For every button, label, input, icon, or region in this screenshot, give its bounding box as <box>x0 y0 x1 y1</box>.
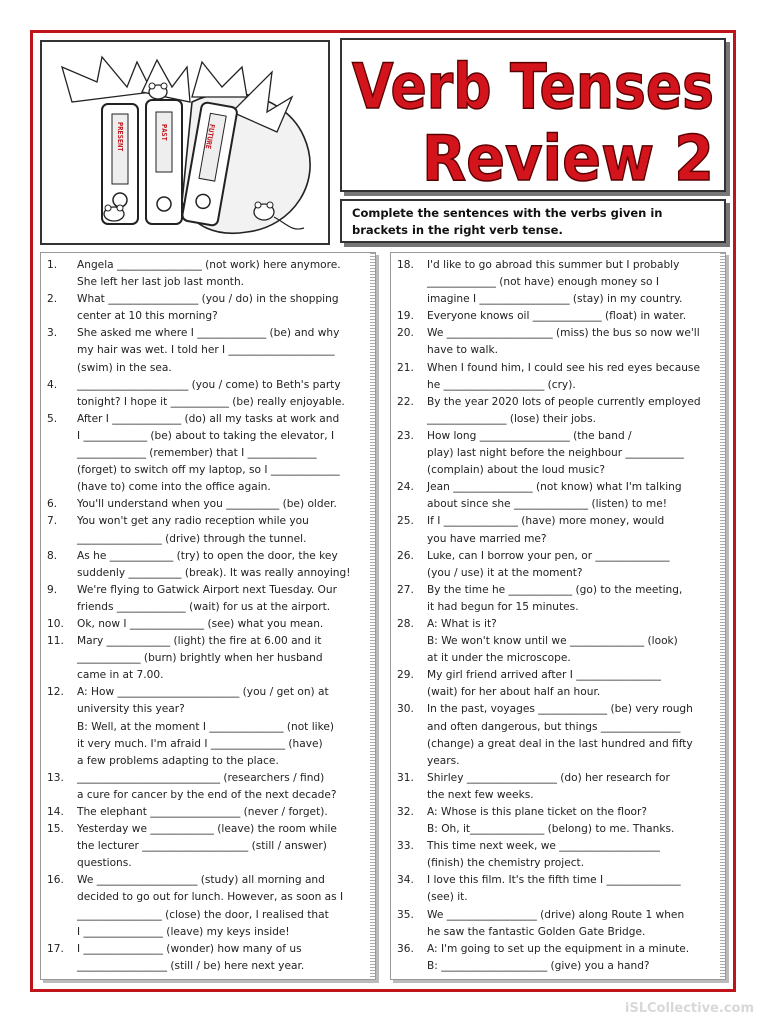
item-line: A: Whose is this plane ticket on the floor? <box>427 806 648 818</box>
item-line: _________________ (still / be) here next year. <box>77 959 305 972</box>
item-text <box>427 770 717 804</box>
item-line: We ____________________ (miss) the bus so now we'll <box>427 327 700 340</box>
item-line: If I ______________ (have) more money, would <box>427 515 665 528</box>
exercise-item <box>395 513 717 547</box>
item-line: My girl friend arrived after I ________________ <box>427 669 661 682</box>
item-number: 11. <box>47 635 64 648</box>
item-line: ____________ (burn) brightly when her husband <box>77 652 323 665</box>
item-number: 20. <box>397 327 414 340</box>
item-line: B: Oh, it______________ (belong) to me. Thanks. <box>427 823 675 836</box>
exercise-column-left <box>40 252 376 980</box>
item-line: _______________ (lose) their jobs. <box>427 412 597 425</box>
item-text <box>427 941 717 975</box>
item-text <box>427 308 717 325</box>
exercise-item <box>45 616 367 633</box>
instructions: Complete the sentences with the verbs given in brackets in the right verb tense. <box>340 199 726 243</box>
exercise-item <box>45 377 367 411</box>
item-text <box>427 428 717 479</box>
exercise-item <box>395 770 717 804</box>
item-line: Everyone knows oil _____________ (float) in water. <box>427 310 687 323</box>
item-text <box>427 872 717 906</box>
exercise-column-right <box>390 252 726 980</box>
item-number: 28. <box>397 617 414 630</box>
item-number: 19. <box>397 310 414 323</box>
exercise-item <box>395 872 717 906</box>
item-line: and often dangerous, but things _______________ <box>427 720 681 733</box>
item-line: A: I'm going to set up the equipment in a minute. <box>427 942 690 955</box>
title-line1: Verb Tenses <box>352 50 714 123</box>
item-text <box>77 291 367 325</box>
item-text <box>77 496 367 513</box>
item-number: 16. <box>47 874 64 887</box>
item-line: (change) a great deal in the last hundred and fifty <box>427 737 693 750</box>
item-line: You'll understand when you __________ (be) older. <box>77 498 337 511</box>
item-line: came in at 7.00. <box>77 669 164 682</box>
exercise-item <box>45 633 367 684</box>
item-line: ___________________________ (researchers / find) <box>77 771 325 784</box>
item-text <box>427 325 717 359</box>
item-number: 7. <box>47 515 58 528</box>
item-line: B: ____________________ (give) you a hand? <box>427 959 650 972</box>
item-line: my hair was wet. I told her I ____________________ <box>77 344 335 357</box>
item-line: at it under the microscope. <box>427 652 571 665</box>
item-line: center at 10 this morning? <box>77 310 218 323</box>
item-line: (complain) about the loud music? <box>427 464 605 477</box>
exercise-item <box>395 325 717 359</box>
item-number: 18. <box>397 259 414 271</box>
item-line: it very much. I'm afraid I ______________ (have) <box>77 737 323 750</box>
item-text <box>427 548 717 582</box>
item-number: 24. <box>397 481 414 494</box>
exercise-item <box>45 770 367 804</box>
item-line: I _______________ (leave) my keys inside! <box>77 925 290 938</box>
item-line: the next few weeks. <box>427 788 534 801</box>
item-number: 21. <box>397 361 414 374</box>
item-text <box>427 616 717 667</box>
item-line: Luke, can I borrow your pen, or ______________ <box>427 549 670 562</box>
item-text <box>77 513 367 547</box>
item-number: 23. <box>397 429 414 442</box>
item-text <box>427 804 717 838</box>
item-line: years. <box>427 754 460 767</box>
item-text <box>77 684 367 769</box>
item-text <box>427 838 717 872</box>
item-line: (swim) in the sea. <box>77 361 172 374</box>
exercise-item <box>45 257 367 291</box>
item-line: A: What is it? <box>427 617 497 630</box>
item-line: friends _____________ (wait) for us at the airport. <box>77 600 331 613</box>
item-line: When I found him, I could see his red eyes because <box>427 361 700 374</box>
item-line: You won't get any radio reception while you <box>77 515 309 528</box>
item-line: (have to) come into the office again. <box>77 481 271 494</box>
item-line: he ___________________ (cry). <box>427 378 576 391</box>
item-text <box>77 872 367 940</box>
exercise-item <box>45 411 367 496</box>
item-text <box>77 821 367 872</box>
item-text <box>77 257 367 291</box>
item-line: (you / use) it at the moment? <box>427 566 583 579</box>
item-line: B: We won't know until we ______________ (look) <box>427 635 678 648</box>
item-line: She asked me where I _____________ (be) and why <box>77 327 340 340</box>
item-text <box>77 616 367 633</box>
exercise-item <box>45 872 367 940</box>
item-line: you have married me? <box>427 532 547 545</box>
item-text <box>77 941 367 975</box>
item-line: have to walk. <box>427 344 498 357</box>
item-text <box>427 513 717 547</box>
item-number: 3. <box>47 327 58 340</box>
item-line: a cure for cancer by the end of the next decade? <box>77 788 337 801</box>
title-box <box>340 38 726 195</box>
exercise-item <box>45 804 367 821</box>
exercise-item <box>45 291 367 325</box>
item-line: decided to go out for lunch. However, as soon as I <box>77 891 344 904</box>
item-line: ________________ (close) the door, I realised that <box>77 908 329 921</box>
exercise-list-right <box>395 257 717 975</box>
item-line: play) last night before the neighbour ___________ <box>427 447 684 460</box>
item-line: We _________________ (drive) along Route 1 when <box>427 908 685 921</box>
exercise-item <box>395 804 717 838</box>
item-number: 1. <box>47 259 58 271</box>
item-line: suddenly __________ (break). It was really annoying! <box>77 566 351 579</box>
exercise-item <box>395 394 717 428</box>
item-number: 34. <box>397 874 414 887</box>
present-label: PRESENT <box>116 122 124 152</box>
item-line: By the time he ____________ (go) to the meeting, <box>427 583 683 596</box>
item-line: (see) it. <box>427 891 468 904</box>
item-number: 26. <box>397 549 414 562</box>
exercise-item <box>395 701 717 769</box>
item-number: 30. <box>397 703 414 716</box>
exercise-item <box>395 582 717 616</box>
past-label: PAST <box>160 124 168 141</box>
item-line: I love this film. It's the fifth time I ______________ <box>427 874 681 887</box>
item-number: 33. <box>397 840 414 853</box>
item-number: 22. <box>397 395 414 408</box>
item-line: We're flying to Gatwick Airport next Tuesday. Our <box>77 583 337 596</box>
item-line: (finish) the chemistry project. <box>427 857 585 870</box>
exercise-item <box>45 496 367 513</box>
item-line: a few problems adapting to the place. <box>77 754 279 767</box>
item-line: (forget) to switch off my laptop, so I _____________ <box>77 464 340 477</box>
item-number: 6. <box>47 498 58 511</box>
item-line: he saw the fantastic Golden Gate Bridge. <box>427 925 646 938</box>
exercise-item <box>45 941 367 975</box>
item-number: 17. <box>47 942 64 955</box>
item-text <box>77 804 367 821</box>
exercise-item <box>395 308 717 325</box>
item-number: 9. <box>47 583 58 596</box>
title-line2: Review 2 <box>422 122 714 195</box>
item-line: I ____________ (be) about to taking the elevator, I <box>77 429 335 442</box>
item-number: 15. <box>47 823 64 836</box>
item-text <box>77 633 367 684</box>
item-line: I'd like to go abroad this summer but I probably <box>427 259 680 271</box>
item-line: How long _________________ (the band / <box>427 429 632 442</box>
watermark: iSLCollective.com <box>624 1001 754 1016</box>
item-text <box>427 479 717 513</box>
item-line: (wait) for her about half an hour. <box>427 686 601 699</box>
item-line: Shirley _________________ (do) her research for <box>427 771 670 784</box>
exercise-item <box>395 360 717 394</box>
item-line: tonight? I hope it ___________ (be) really enjoyable. <box>77 395 345 408</box>
item-text <box>427 907 717 941</box>
item-line: What _________________ (you / do) in the shopping <box>77 293 339 306</box>
exercise-item <box>395 941 717 975</box>
item-line: By the year 2020 lots of people currently employed <box>427 395 701 408</box>
item-number: 14. <box>47 806 64 818</box>
item-line: about since she ______________ (listen) to me! <box>427 498 667 511</box>
item-line: After I _____________ (do) all my tasks at work and <box>77 412 340 425</box>
item-line: Yesterday we ____________ (leave) the room while <box>77 823 337 836</box>
exercise-item <box>395 667 717 701</box>
item-line: imagine I _________________ (stay) in my country. <box>427 293 683 306</box>
item-number: 29. <box>397 669 414 682</box>
item-text <box>427 360 717 394</box>
item-line: questions. <box>77 857 132 870</box>
item-text <box>77 325 367 376</box>
item-line: I _______________ (wonder) how many of us <box>77 942 302 955</box>
item-text <box>77 582 367 616</box>
item-number: 8. <box>47 549 58 562</box>
exercise-item <box>45 684 367 769</box>
exercise-item <box>395 428 717 479</box>
exercise-item <box>45 548 367 582</box>
exercise-item <box>45 325 367 376</box>
item-line: _____________________ (you / come) to Beth's party <box>77 378 341 391</box>
item-line: _____________ (remember) that I _____________ <box>77 447 317 460</box>
item-text <box>77 377 367 411</box>
exercise-item <box>395 548 717 582</box>
item-line: She left her last job last month. <box>77 276 245 289</box>
exercise-item <box>45 582 367 616</box>
item-line: Jean _______________ (not know) what I'm talking <box>427 481 682 494</box>
item-line: Ok, now I ______________ (see) what you mean. <box>77 617 324 630</box>
column-divider <box>370 253 375 979</box>
exercise-item <box>45 821 367 872</box>
item-line: This time next week, we ___________________ <box>427 840 660 853</box>
item-line: We ___________________ (study) all morning and <box>77 874 325 887</box>
exercise-item <box>395 907 717 941</box>
item-text <box>427 701 717 769</box>
item-number: 12. <box>47 686 64 699</box>
item-number: 31. <box>397 771 414 784</box>
item-number: 35. <box>397 908 414 921</box>
item-number: 5. <box>47 412 58 425</box>
item-line: university this year? <box>77 703 185 716</box>
item-number: 10. <box>47 617 64 630</box>
exercise-item <box>395 616 717 667</box>
exercise-item <box>395 257 717 308</box>
binders-illustration <box>40 40 330 245</box>
exercise-item <box>395 838 717 872</box>
item-line: Angela ________________ (not work) here anymore. <box>77 259 341 271</box>
item-number: 4. <box>47 378 58 391</box>
item-line: _____________ (not have) enough money so I <box>427 276 659 289</box>
item-text <box>77 770 367 804</box>
item-line: ________________ (drive) through the tunnel. <box>77 532 307 545</box>
item-text <box>427 667 717 701</box>
item-text <box>427 582 717 616</box>
item-line: The elephant _________________ (never / forget). <box>77 806 328 818</box>
item-line: As he ____________ (try) to open the door, the key <box>77 549 338 562</box>
item-line: In the past, voyages _____________ (be) very rough <box>427 703 693 716</box>
item-line: the lecturer ____________________ (still / answer) <box>77 840 327 853</box>
exercise-item <box>45 513 367 547</box>
item-number: 25. <box>397 515 414 528</box>
item-line: it had begun for 15 minutes. <box>427 600 579 613</box>
item-text <box>427 394 717 428</box>
item-number: 27. <box>397 583 414 596</box>
exercise-item <box>395 479 717 513</box>
item-text <box>427 257 717 308</box>
item-number: 13. <box>47 771 64 784</box>
item-line: A: How _______________________ (you / get on) at <box>77 686 329 699</box>
column-divider <box>720 253 725 979</box>
item-number: 36. <box>397 942 414 955</box>
item-line: Mary ____________ (light) the fire at 6.00 and it <box>77 635 322 648</box>
item-line: B: Well, at the moment I ______________ (not like) <box>77 720 334 733</box>
future-label: FUTURE <box>203 123 216 150</box>
item-text <box>77 411 367 496</box>
item-number: 32. <box>397 806 414 818</box>
item-text <box>77 548 367 582</box>
exercise-list-left <box>45 257 367 975</box>
item-number: 2. <box>47 293 58 306</box>
